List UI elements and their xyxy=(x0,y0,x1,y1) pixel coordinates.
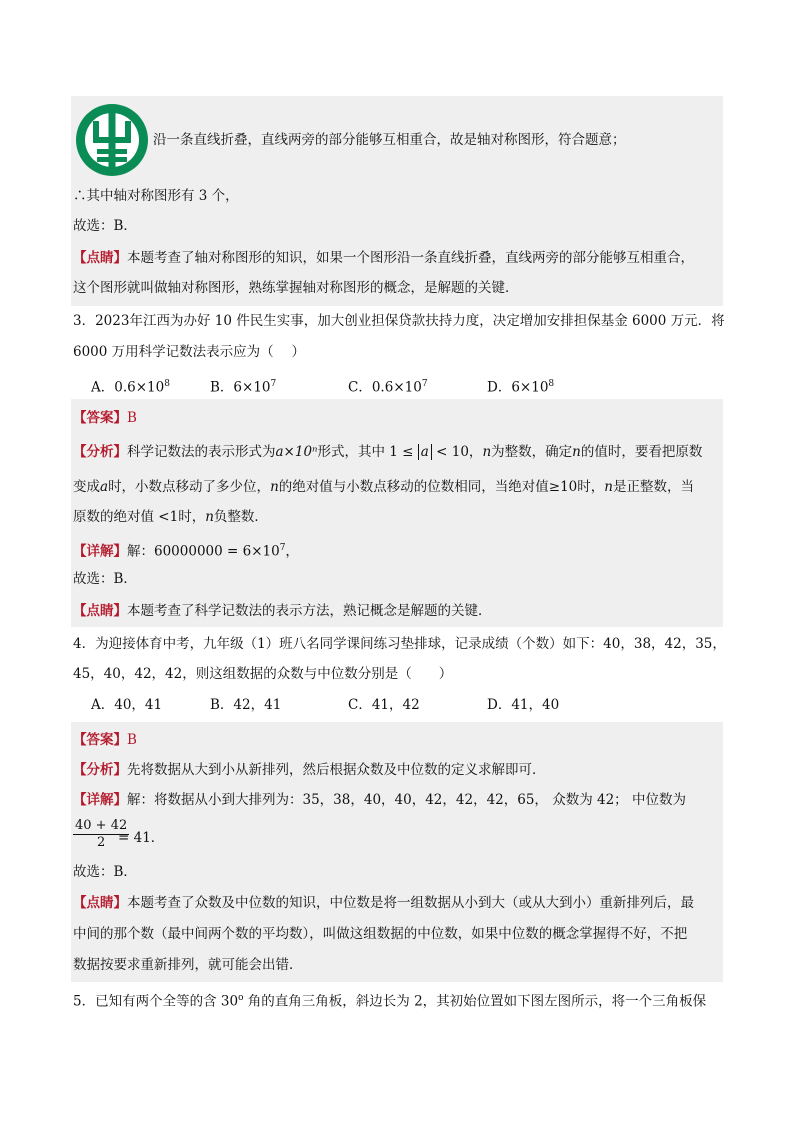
comment-tag: 【点睛】 xyxy=(73,250,127,266)
answer-value: B xyxy=(127,410,137,426)
analysis-line: 【分析】先将数据从大到小从新排列，然后根据众数及中位数的定义求解即可． xyxy=(73,762,546,778)
detail-line: 【详解】解：将数据从小到大排列为：35，38，40，40，42，42，42，65， 众数为 42； 中位数为 xyxy=(73,792,686,808)
analysis-line: 原数的绝对值 <1时，n负整数． xyxy=(73,509,268,525)
analysis-line: 【分析】科学记数法的表示形式为a×10ⁿ形式，其中 1 ≤ a < 10，n为整数，确定n的值时，要看把原数 xyxy=(73,444,703,460)
median-fraction: $\frac{40 + 42}{2}$ xyxy=(75,818,128,850)
question-3-option-b[interactable]: B．$6\times 10^7$ xyxy=(210,379,277,396)
question-3-stem: 3．2023年江西为办好 10 件民生实事，加大创业担保贷款扶持力度，决定增加安排担保基金 6000 万元．将 xyxy=(73,313,725,329)
question-5-stem: 5．已知有两个全等的含 30$^o$ 角的直角三角板，斜边长为 2，其初始位置如下图左图所示，将一个三角板保 xyxy=(73,993,707,1010)
question-4-option-d[interactable]: D．41，40 xyxy=(487,697,560,713)
answer-line: 【答案】B xyxy=(73,732,137,748)
choose-line: 故选：B． xyxy=(73,864,137,880)
choose-line: 故选：B． xyxy=(73,571,137,587)
question-4-stem: 45，40，42，42，则这组数据的众数与中位数分别是（ ） xyxy=(73,666,453,682)
comment-text: 中间的那个数（最中间两个数的平均数），叫做这组数据的中位数，如果中位数的概念掌握得不好，不把 xyxy=(73,926,688,942)
question-4-option-c[interactable]: C．41，42 xyxy=(348,697,420,713)
solution-text: ∴其中轴对称图形有 3 个， xyxy=(73,188,239,204)
comment-line xyxy=(73,248,694,268)
question-3-stem: 6000 万用科学记数法表示应为（ ） xyxy=(73,344,305,360)
question-3-option-d[interactable]: D．$6\times 10^8$ xyxy=(487,379,555,396)
comment-line: 【点睛】本题考查了科学记数法的表示方法，熟记概念是解题的关键． xyxy=(73,603,492,619)
question-4-option-b[interactable]: B．42，41 xyxy=(210,697,282,713)
question-3-option-c[interactable]: C．$0.6\times 10^7$ xyxy=(348,379,428,396)
detail-line: 【详解】解：$60000000 = 6\times 10^7$， xyxy=(73,543,299,560)
answer-tag: 【答案】 xyxy=(73,410,127,426)
median-result: = 41． xyxy=(118,830,165,846)
question-4-option-a[interactable]: A．40，41 xyxy=(91,697,163,713)
question-3-option-a[interactable]: A．$0.6\times 10^8$ xyxy=(91,379,170,396)
choose-line: 故选：B． xyxy=(73,218,137,234)
comment-text: 数据按要求重新排列，就可能会出错． xyxy=(73,957,303,973)
solution-text: 沿一条直线折叠，直线两旁的部分能够互相重合，故是轴对称图形，符合题意； xyxy=(153,132,626,148)
comment-line: 【点睛】本题考查了众数及中位数的知识，中位数是将一组数据从小到大（或从大到小）重新排列后，最 xyxy=(73,895,694,911)
comment-text: 这个图形就叫做轴对称图形，熟练掌握轴对称图形的概念，是解题的关键． xyxy=(73,280,519,296)
answer-line xyxy=(73,408,137,428)
bank-logo-icon xyxy=(73,101,151,179)
comment-text: 本题考查了轴对称图形的知识，如果一个图形沿一条直线折叠，直线两旁的部分能够互相重合， xyxy=(127,250,694,266)
analysis-line: 变成a时，小数点移动了多少位，n的绝对值与小数点移动的位数相同，当绝对值≥10时，n是正整数，当 xyxy=(73,479,694,495)
question-4-stem: 4．为迎接体育中考，九年级（1）班八名同学课间练习垫排球，记录成绩（个数）如下：40，38，42，35， xyxy=(73,636,726,652)
